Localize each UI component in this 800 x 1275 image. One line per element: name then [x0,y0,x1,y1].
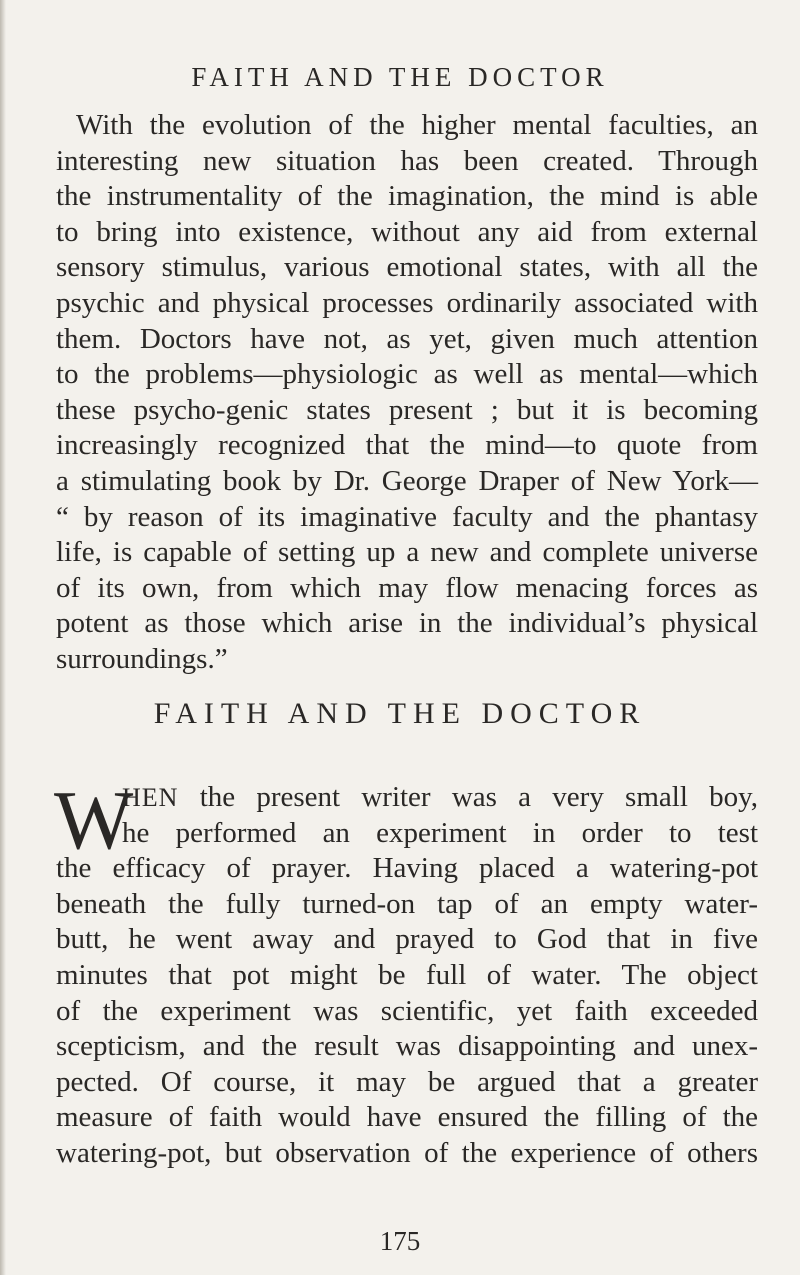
text-line: psychic and physical processes ordinarily associated with [56,286,758,319]
section-heading: FAITH AND THE DOCTOR [153,697,647,730]
text-line-first [56,780,758,816]
text-line: beneath the fully turned-on tap of an empty water- [56,887,758,920]
text-line: to the problems—physiologic as well as mental—which [56,358,758,391]
text-line: “ by reason of its imaginative faculty and the phantasy [56,500,758,533]
text-line: increasingly recognized that the mind—to quote from [56,429,758,462]
text-line: of the experiment was scientific, yet faith exceeded [56,994,758,1027]
paragraph-2 [54,774,758,1172]
text-line: of its own, from which may flow menacing forces as [56,571,758,604]
text-line: With the evolution of the higher mental faculties, an [76,109,758,141]
text-line: these psycho-genic states present ; but it is becoming [56,393,758,426]
text-line: the instrumentality of the imagination, the mind is able [56,180,758,213]
text-line: potent as those which arise in the individual’s physical [56,607,758,640]
text-line: the efficacy of prayer. Having placed a watering-pot [56,852,758,885]
text-line: watering-pot, but observation of the experience of others [56,1136,758,1169]
text-line: he performed an experiment in order to test [122,816,758,849]
smallcaps-lead: HEN [122,783,179,812]
text-line: measure of faith would have ensured the filling of the [56,1101,758,1134]
page-number: 175 [379,1226,421,1256]
paragraph-1 [56,108,758,678]
text-line-rest: the present writer was a very small boy, [199,781,758,813]
text-line: scepticism, and the result was disappointing and unex- [56,1030,758,1063]
text-line: surroundings.” [56,642,228,675]
text-line: minutes that pot might be full of water. The object [56,958,758,991]
text-line: life, is capable of setting up a new and complete universe [56,536,758,569]
page-edge-shadow [0,0,6,1275]
text-line: a stimulating book by Dr. George Draper of New York— [56,464,758,497]
text-line: sensory stimulus, various emotional states, with all the [56,251,758,284]
text-line: to bring into existence, without any aid from external [56,215,758,248]
drop-cap: W [54,774,134,867]
text-line: pected. Of course, it may be argued that a greater [56,1065,758,1098]
text-line: interesting new situation has been created. Through [56,144,758,177]
text-line: them. Doctors have not, as yet, given much attention [56,322,758,355]
text-line: butt, he went away and prayed to God that in five [56,923,758,956]
running-head: FAITH AND THE DOCTOR [191,62,609,92]
